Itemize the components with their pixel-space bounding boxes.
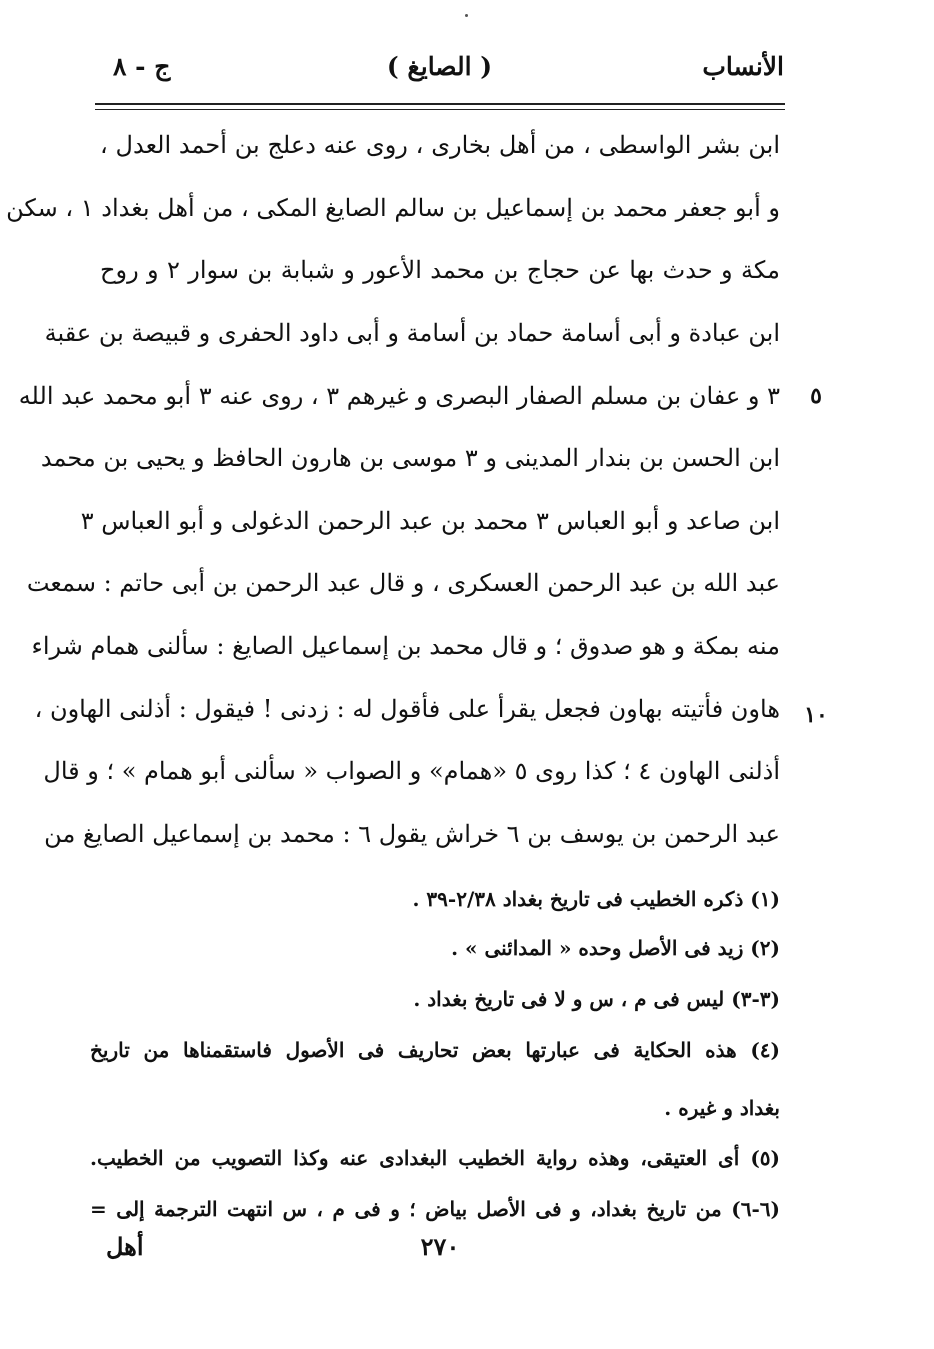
footnote: (٢) زيد فى الأصل وحده « المدائنى » .	[451, 936, 780, 960]
text-line: ابن الحسن بن بندار المدينى و ٣ موسى بن هارون الحافظ و يحيى بن محمد	[40, 444, 780, 472]
header-rule-thin	[95, 109, 785, 110]
text-line: و أبو جعفر محمد بن إسماعيل بن سالم الصايغ المكى ، من أهل بغداد ١ ، سكن	[6, 194, 780, 222]
text-line: عبد الرحمن بن يوسف بن ٦ خراش يقول ٦ : محمد بن إسماعيل الصايغ من	[44, 820, 780, 848]
text-line: هاون فأتيته بهاون فجعل يقرأ على فأقول له : زدنى ! فيقول : أذلنى الهاون ،	[34, 695, 780, 723]
text-line: ابن عبادة و أبى أسامة حماد بن أسامة و أبى داود الحفرى و قبيصة بن عقبة	[44, 319, 780, 347]
page-number: ٢٧٠	[420, 1232, 460, 1261]
footnote: (٦-٦) من تاريخ بغداد، و فى الأصل بياض ؛ و فى م ، س انتهت الترجمة إلى =	[90, 1197, 780, 1221]
line-number: ٥	[810, 383, 822, 409]
text-line: منه بمكة و هو صدوق ؛ و قال محمد بن إسماعيل الصايغ : سألنى همام شراء	[31, 632, 780, 660]
volume-number: ج - ٨	[113, 52, 171, 81]
footnote: (٣-٣) ليس فى م ، س و لا فى تاريخ بغداد .	[413, 987, 780, 1011]
book-title: الأنساب	[702, 52, 784, 81]
running-header	[95, 52, 784, 102]
footnote: (٥) أى العتيقى، وهذه رواية الخطيب البغدادى عنه وكذا التصويب من الخطيب.	[90, 1146, 780, 1170]
entry-title: ( الصايغ )	[386, 52, 493, 81]
text-line: عبد الله بن عبد الرحمن العسكرى ، و قال عبد الرحمن بن أبى حاتم : سمعت	[26, 569, 780, 597]
header-rule	[95, 103, 785, 105]
footnote-continuation: بغداد و غيره .	[664, 1096, 780, 1120]
footnote: (١) ذكره الخطيب فى تاريخ بغداد ٢/٣٨-٣٩ .	[412, 887, 780, 911]
footnote: (٤) هذه الحكاية فى عبارتها بعض تحاريف فى الأصول فاستقمناها من تاريخ	[90, 1038, 780, 1062]
ink-speck	[465, 14, 468, 17]
text-line: ابن بشر الواسطى ، من أهل بخارى ، روى عنه دعلج بن أحمد العدل ،	[100, 131, 780, 159]
catchword: أهل	[106, 1232, 144, 1261]
text-line: مكة و حدث بها عن حجاج بن محمد الأعور و شبابة بن سوار ٢ و روح	[100, 256, 780, 284]
line-number: ١٠	[804, 702, 828, 728]
text-line: ٣ و عفان بن مسلم الصفار البصرى و غيرهم ٣ ، روى عنه ٣ أبو محمد عبد الله	[18, 382, 780, 410]
text-line: ابن صاعد و أبو العباس ٣ محمد بن عبد الرحمن الدغولى و أبو العباس ٣	[80, 507, 780, 535]
text-line: أذلنى الهاون ٤ ؛ كذا روى ٥ «همام» و الصواب « سألنى أبو همام » ؛ و قال	[43, 757, 780, 785]
